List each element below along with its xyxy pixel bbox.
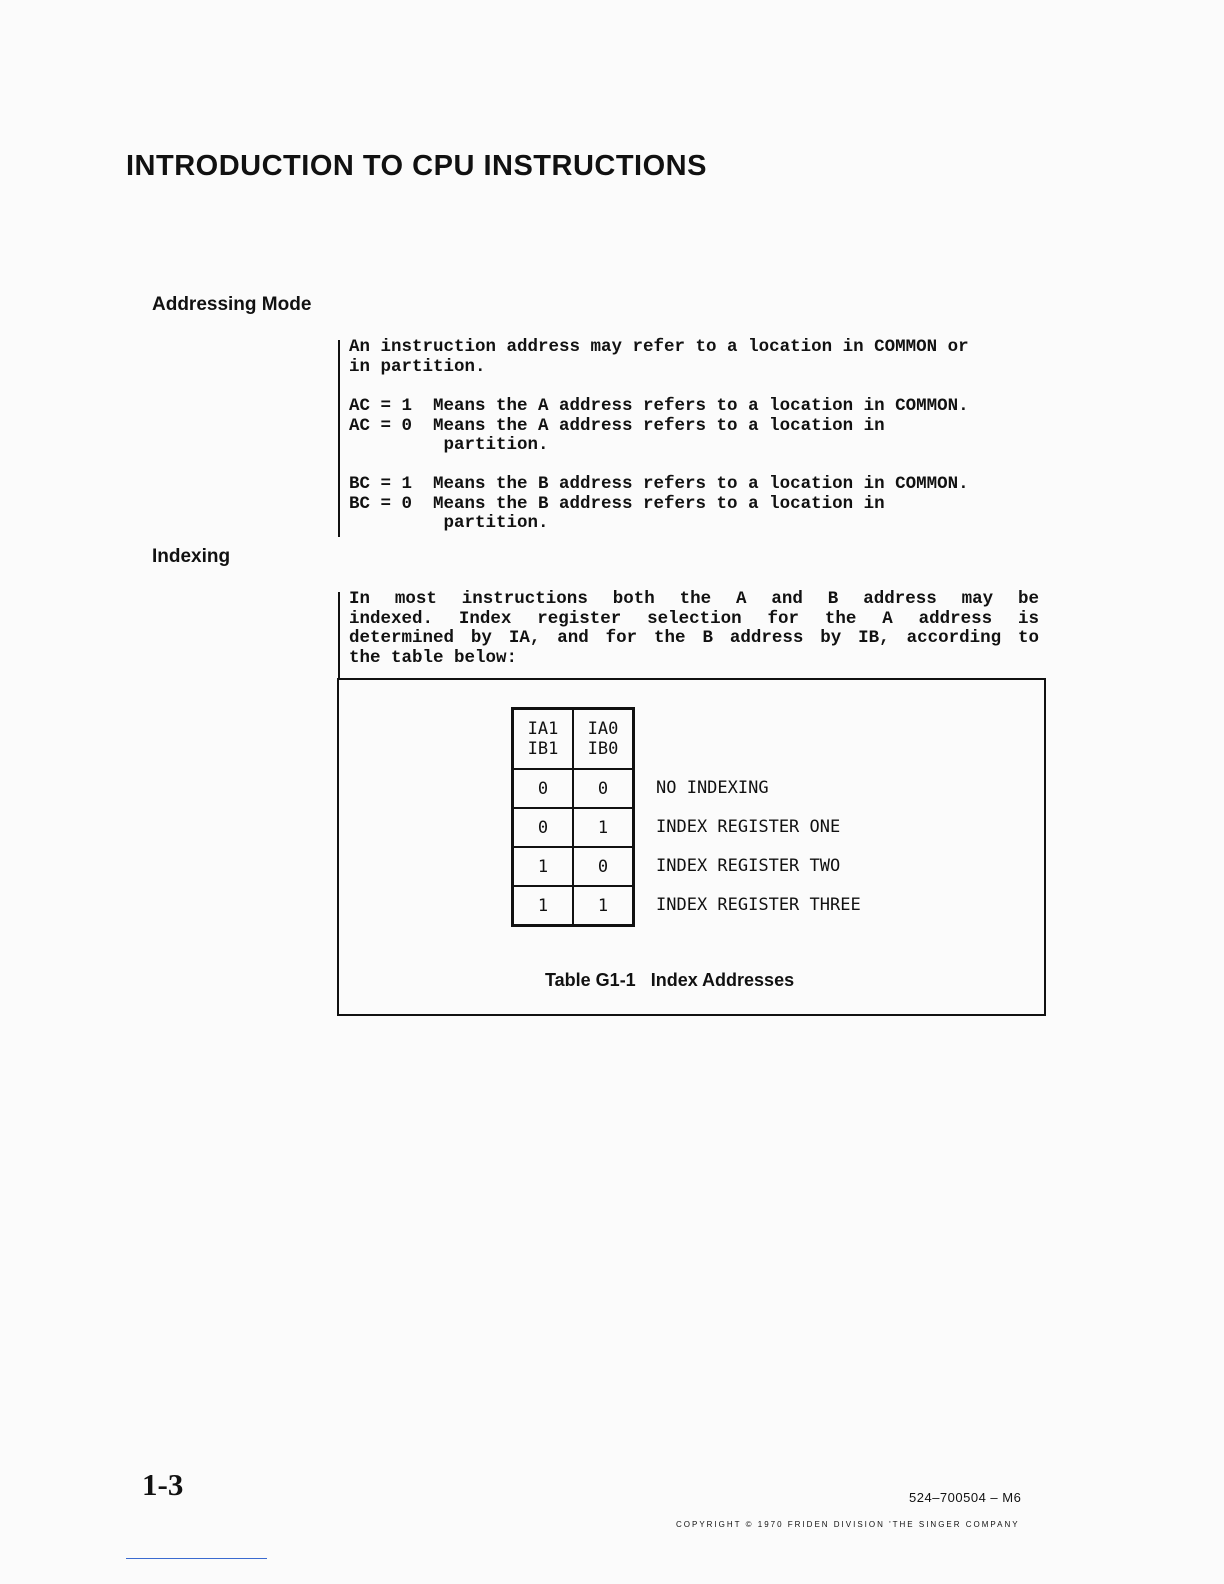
row-meaning: INDEX REGISTER TWO — [656, 856, 841, 876]
change-bar — [338, 592, 340, 679]
row-meaning: INDEX REGISTER ONE — [656, 817, 841, 837]
paragraph-line: indexed. Index register selection for the A address is — [349, 608, 1039, 629]
page-number: 1-3 — [142, 1467, 184, 1502]
table-cell: 1 — [573, 808, 634, 847]
addressing-intro-text: An instruction address may refer to a location in COMMON or in partition. — [349, 337, 969, 377]
table-caption: Table G1-1 Index Addresses — [545, 970, 795, 990]
table-header-row — [513, 709, 634, 770]
footer-rule — [126, 1558, 267, 1559]
header-ia1-ib1: IA1 IB1 — [513, 709, 574, 770]
table-cell: 0 — [513, 769, 574, 808]
table-cell: 1 — [573, 886, 634, 926]
row-meaning: INDEX REGISTER THREE — [656, 895, 861, 915]
table-cell: 1 — [513, 886, 574, 926]
paragraph-line: determined by IA, and for the B address by IB, according to — [349, 628, 1039, 648]
bc-definition-text: BC = 1 Means the B address refers to a location in COMMON. BC = 0 Means the B address refers to a location in partition. — [349, 474, 969, 533]
section-heading-indexing: Indexing — [152, 546, 231, 567]
table-row — [513, 886, 634, 926]
table-cell: 0 — [573, 769, 634, 808]
ac-definition-text: AC = 1 Means the A address refers to a location in COMMON. AC = 0 Means the A address refers to a location in partition. — [349, 396, 969, 455]
copyright-notice: COPYRIGHT © 1970 FRIDEN DIVISION 'THE SINGER COMPANY — [676, 1520, 1020, 1529]
section-heading-addressing-mode: Addressing Mode — [152, 294, 312, 315]
paragraph-line: In most instructions both the A and B address may be — [349, 589, 1039, 609]
table-cell: 0 — [573, 847, 634, 886]
paragraph-line: the table below: — [349, 647, 518, 668]
header-ia0-ib0: IA0 IB0 — [573, 709, 634, 770]
table-row — [513, 769, 634, 808]
index-address-table — [511, 707, 635, 927]
table-frame — [337, 678, 1046, 1016]
table-row — [513, 847, 634, 886]
change-bar — [338, 340, 340, 537]
document-code: 524–700504 – M6 — [909, 1490, 1022, 1505]
page-title: INTRODUCTION TO CPU INSTRUCTIONS — [126, 150, 707, 182]
indexing-paragraph — [349, 590, 1039, 668]
table-cell: 0 — [513, 808, 574, 847]
table-cell: 1 — [513, 847, 574, 886]
table-row — [513, 808, 634, 847]
row-meaning: NO INDEXING — [656, 778, 769, 798]
